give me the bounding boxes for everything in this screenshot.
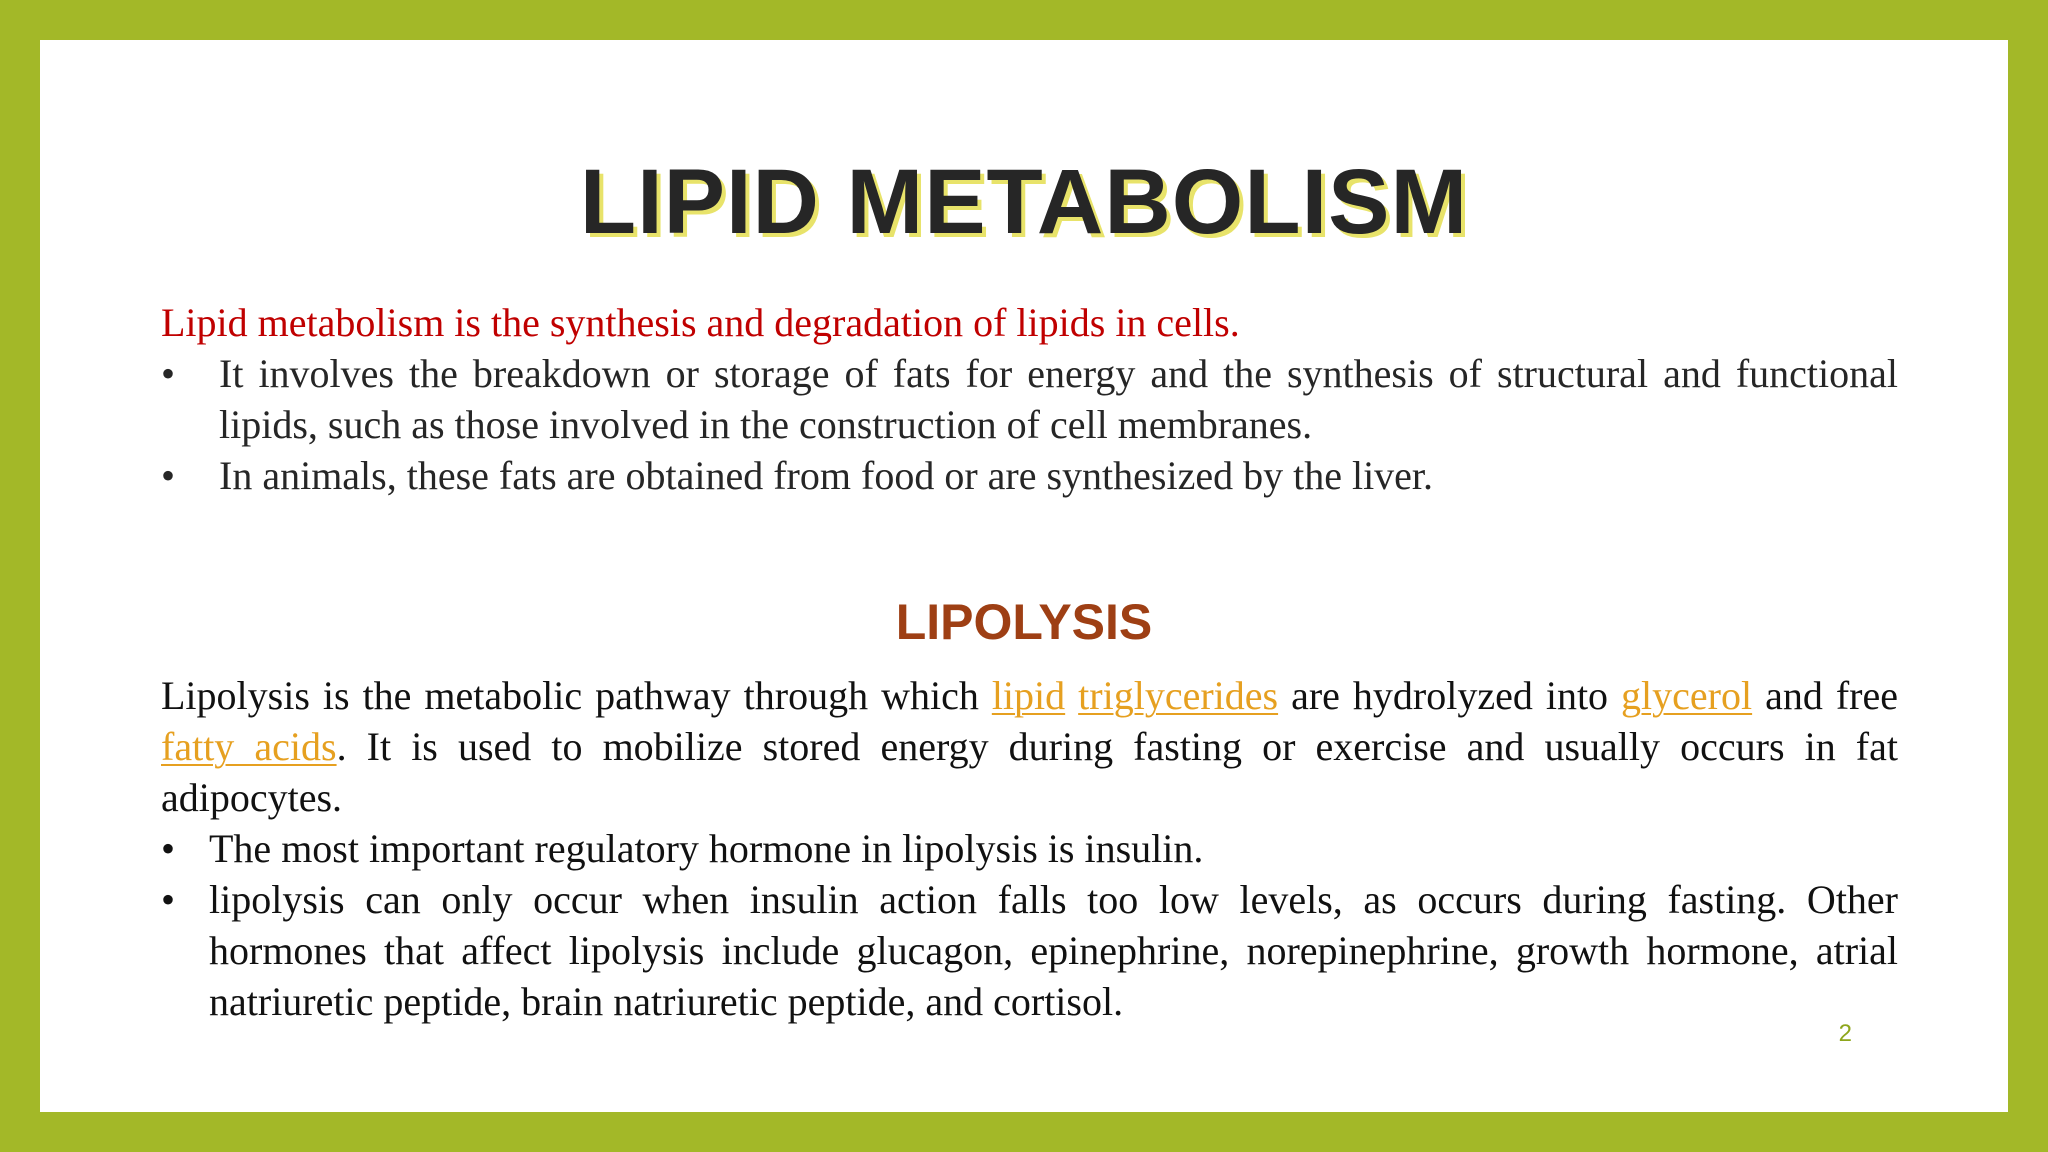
para-text: [1065, 673, 1078, 718]
bullet-dot: •: [161, 877, 176, 922]
bullet-dot: •: [161, 351, 176, 396]
intro-bullet-2: [161, 450, 1898, 501]
intro-bullet-text: It involves the breakdown or storage of fats for energy and the synthesis of structural and functional lipids, such as those involved in the construction of cell membranes.: [219, 351, 1898, 447]
para-text: are hydrolyzed into: [1278, 673, 1622, 718]
lipolysis-block: [161, 670, 1898, 1027]
section-heading: LIPOLYSIS: [895, 594, 1153, 650]
bullet-dot: •: [161, 826, 176, 871]
intro-bullet-1: [161, 348, 1898, 450]
para-text: . It is used to mobilize stored energy during fasting or exercise and usually occurs in fat adipocytes.: [161, 724, 1898, 820]
lipolysis-bullet-2: [161, 874, 1898, 1027]
link-fatty-acids[interactable]: fatty acids: [161, 724, 337, 769]
lipolysis-bullet-text: The most important regulatory hormone in lipolysis is insulin.: [209, 826, 1204, 871]
bullet-dot: •: [161, 453, 176, 498]
intro-bullet-text: In animals, these fats are obtained from food or are synthesized by the liver.: [219, 453, 1434, 498]
slide: [40, 40, 2008, 1112]
link-triglycerides[interactable]: triglycerides: [1078, 673, 1279, 718]
intro-lead: Lipid metabolism is the synthesis and degradation of lipids in cells.: [161, 300, 1240, 345]
link-lipid[interactable]: lipid: [991, 673, 1066, 718]
para-text: and free: [1752, 673, 1898, 718]
page-number: 2: [1838, 1020, 1852, 1047]
link-glycerol[interactable]: glycerol: [1621, 673, 1753, 718]
lipolysis-paragraph: [161, 670, 1898, 823]
lipolysis-bullet-text: lipolysis can only occur when insulin action falls too low levels, as occurs during fasting. Other hormones that affect lipolysis include glucagon, epinephrine, norepinephrine, growth hormone, atrial natriuretic peptide, brain natriuretic peptide, and cortisol.: [209, 877, 1898, 1024]
para-text: Lipolysis is the metabolic pathway through which: [161, 673, 992, 718]
slide-title: LIPID METABOLISM: [579, 151, 1469, 253]
lipolysis-bullet-1: [161, 823, 1898, 874]
intro-block: [161, 297, 1898, 501]
